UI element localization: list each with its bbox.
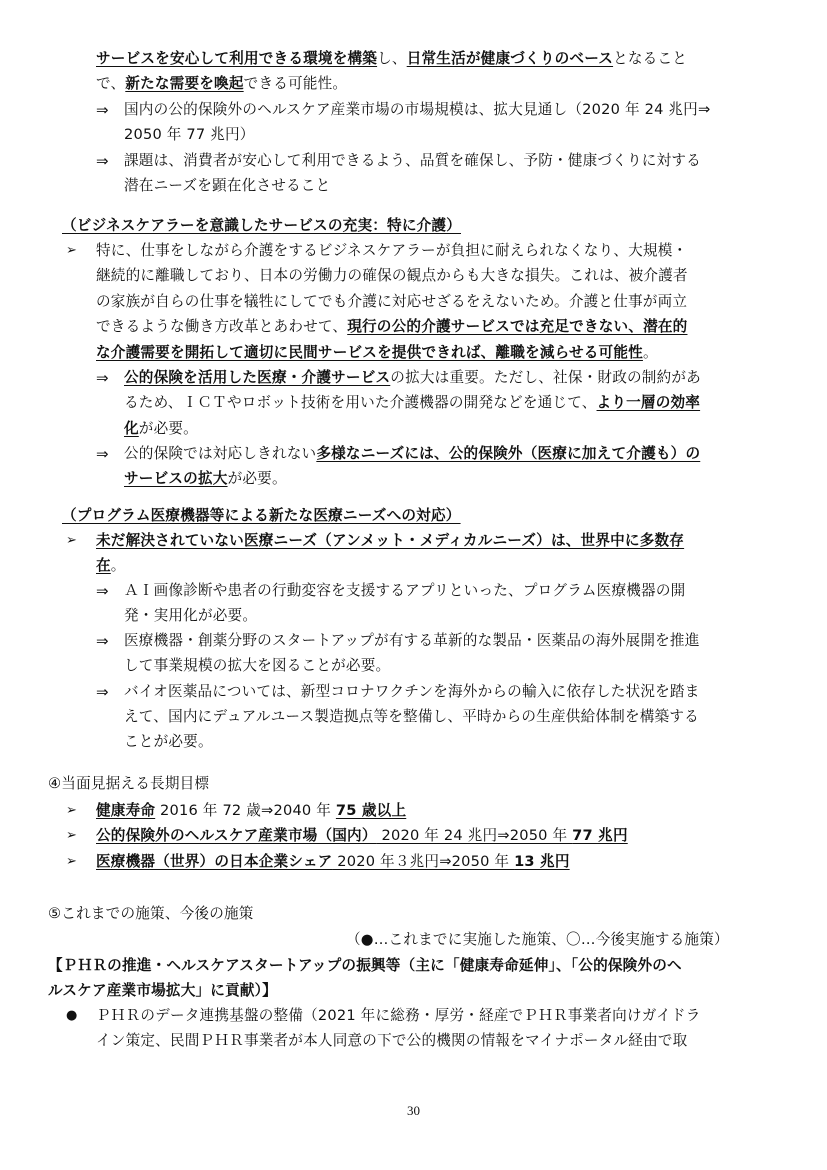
text-run: 公的保険外のヘルスケア産業市場（国内） [96,827,377,844]
triangle-bullet-icon: ➢ [66,854,77,869]
text-run: るため、ＩＣＴやロボット技術を用いた介護機器の開発などを通じて、 [124,394,597,411]
text-run: 在 [96,557,111,574]
intro-arrow-b-line-2: 潜在ニーズを顕在化させること [124,177,331,194]
measures-title-line-1: 【ＰＨＲの推進・ヘルスケアスタートアップの振興等（主に「健康寿命延伸」、「公的保険外のヘ [48,957,682,974]
measures-title-line-2: ルスケア産業市場拡大」に貢献）】 [48,982,277,999]
implies-arrow: ⇒ [96,445,109,463]
filled-dot-bullet-icon: ● [66,1008,78,1023]
triangle-bullet-icon: ➢ [66,533,77,548]
business-para-line-5 [96,342,658,364]
text-run: な介護需要を開拓して適切に民間サービスを提供できれば、離職を減らせる可能性 [96,344,643,361]
business-para-line-1: 特に、仕事をしながら介護をするビジネスケアラーが負担に耐えられなくなり、大規模・ [96,242,688,259]
text-run: で、 [96,75,126,92]
measure-item-line-1: ＰＨＲのデータ連携基盤の整備（2021 年に総務・厚労・経産でＰＨＲ事業者向けガイドラ [96,1007,701,1024]
measure-item-line-2: イン策定、民間ＰＨＲ事業者が本人同意の下で公的機関の情報をマイナポータル経由で取 [96,1032,688,1049]
text-run: 医療機器（世界）の日本企業シェア [96,853,333,870]
section-heading-business-carer: （ビジネスケアラーを意識したサービスの充実：特に介護） [62,217,461,234]
triangle-bullet-icon: ➢ [66,828,77,843]
triangle-bullet-icon: ➢ [66,803,77,818]
text-run: の拡大は重要。ただし、社保・財政の制約があ [390,369,701,386]
triangle-bullet-icon: ➢ [66,243,77,258]
text-run: 。 [110,557,126,574]
business-para-line-3: の家族が自らの仕事を犠牲にしてでも介護に対応せざるをえないため。介護と仕事が両立 [96,293,688,310]
text-run: が必要。 [138,420,198,437]
goal-healthcare-market [96,825,628,847]
text-run: 新たな需要を喚起 [125,75,244,92]
implies-arrow: ⇒ [96,152,109,170]
business-arrow-2-line-1 [124,443,700,465]
business-arrow-1-line-2 [124,392,700,414]
text-run: 。 [642,344,658,361]
text-run: 現行の公的介護サービスでは充足できない、潜在的 [347,318,688,335]
text-run: 化 [124,420,139,437]
implies-arrow: ⇒ [96,632,109,650]
program-arrow-2-line-1: 医療機器・創薬分野のスタートアップが有する革新的な製品・医薬品の海外展開を推進 [124,632,700,649]
text-run: 77 兆円 [572,827,628,844]
text-run: 75 歳以上 [335,802,407,819]
measures-legend: （●…これまでに実施した施策、〇…今後実施する施策） [346,931,729,948]
implies-arrow: ⇒ [96,683,109,701]
text-run: 公的保険では対応しきれない [124,445,317,462]
implies-arrow: ⇒ [96,582,109,600]
text-run: 13 兆円 [514,853,570,870]
text-run: 2016 年 72 歳⇒2040 年 [155,802,336,819]
program-arrow-1-line-2: 発・実用化が必要。 [124,607,258,624]
goal-device-share [96,851,570,873]
text-run: サービスを安心して利用できる環境を構築 [96,50,378,67]
intro-arrow-b-line-1: 課題は、消費者が安心して利用できるよう、品質を確保し、予防・健康づくりに対する [124,152,701,169]
business-arrow-1-line-3 [124,418,198,440]
text-run: より一層の効率 [596,394,701,411]
section-heading-program-devices: （プログラム医療機器等による新たな医療ニーズへの対応） [62,507,461,524]
program-arrow-3-line-1: バイオ医薬品については、新型コロナワクチンを海外からの輸入に依存した状況を踏ま [124,683,700,700]
text-run: できる可能性。 [243,75,348,92]
intro-arrow-a-line-2: 2050 年 77 兆円） [124,126,255,143]
text-run: し、 [377,50,407,67]
business-para-line-4 [96,316,687,338]
business-arrow-1-line-1 [124,367,701,389]
text-run: が必要。 [227,470,287,487]
goal-healthy-life [96,800,406,822]
implies-arrow: ⇒ [96,101,109,119]
business-para-line-2: 継続的に離職しており、日本の労働力の確保の観点からも大きな損失。これは、被介護者 [96,267,688,284]
text-run: サービスの拡大 [124,470,228,487]
section-heading-measures: ⑤これまでの施策、今後の施策 [48,905,254,922]
text-run: 日常生活が健康づくりのベース [406,50,614,67]
program-para-line-2 [96,555,126,577]
program-arrow-2-line-2: して事業規模の拡大を図ることが必要。 [124,657,391,674]
program-arrow-1-line-1: ＡＩ画像診断や患者の行動変容を支援するアプリといった、プログラム医療機器の開 [124,582,686,599]
text-run: 多様なニーズには、公的保険外（医療に加えて介護も）の [316,445,701,462]
program-arrow-3-line-2: えて、国内にデュアルユース製造拠点等を整備し、平時からの生産供給体制を構築する [124,708,699,725]
text-run: となること [613,50,688,67]
section-heading-long-term-goals: ④当面見据える長期目標 [48,775,210,792]
text-run: 2020 年３兆円⇒2050 年 [332,853,515,870]
page-number: 30 [407,1103,420,1118]
text-run: できるような働き方改革とあわせて、 [96,318,348,335]
business-arrow-2-line-2 [124,468,287,490]
program-arrow-3-line-3: ことが必要。 [124,733,213,750]
implies-arrow: ⇒ [96,369,109,387]
intro-arrow-a-line-1: 国内の公的保険外のヘルスケア産業市場の市場規模は、拡大見通し（2020 年 24 兆円⇒ [124,101,711,118]
text-run: 2020 年 24 兆円⇒2050 年 [376,827,573,844]
intro-line-1 [96,48,687,70]
text-run: 公的保険を活用した医療・介護サービス [124,369,391,386]
program-para-line-1: 未だ解決されていない医療ニーズ（アンメット・メディカルニーズ）は、世界中に多数存 [96,532,685,549]
text-run: 健康寿命 [96,802,156,819]
intro-line-2 [96,73,347,95]
